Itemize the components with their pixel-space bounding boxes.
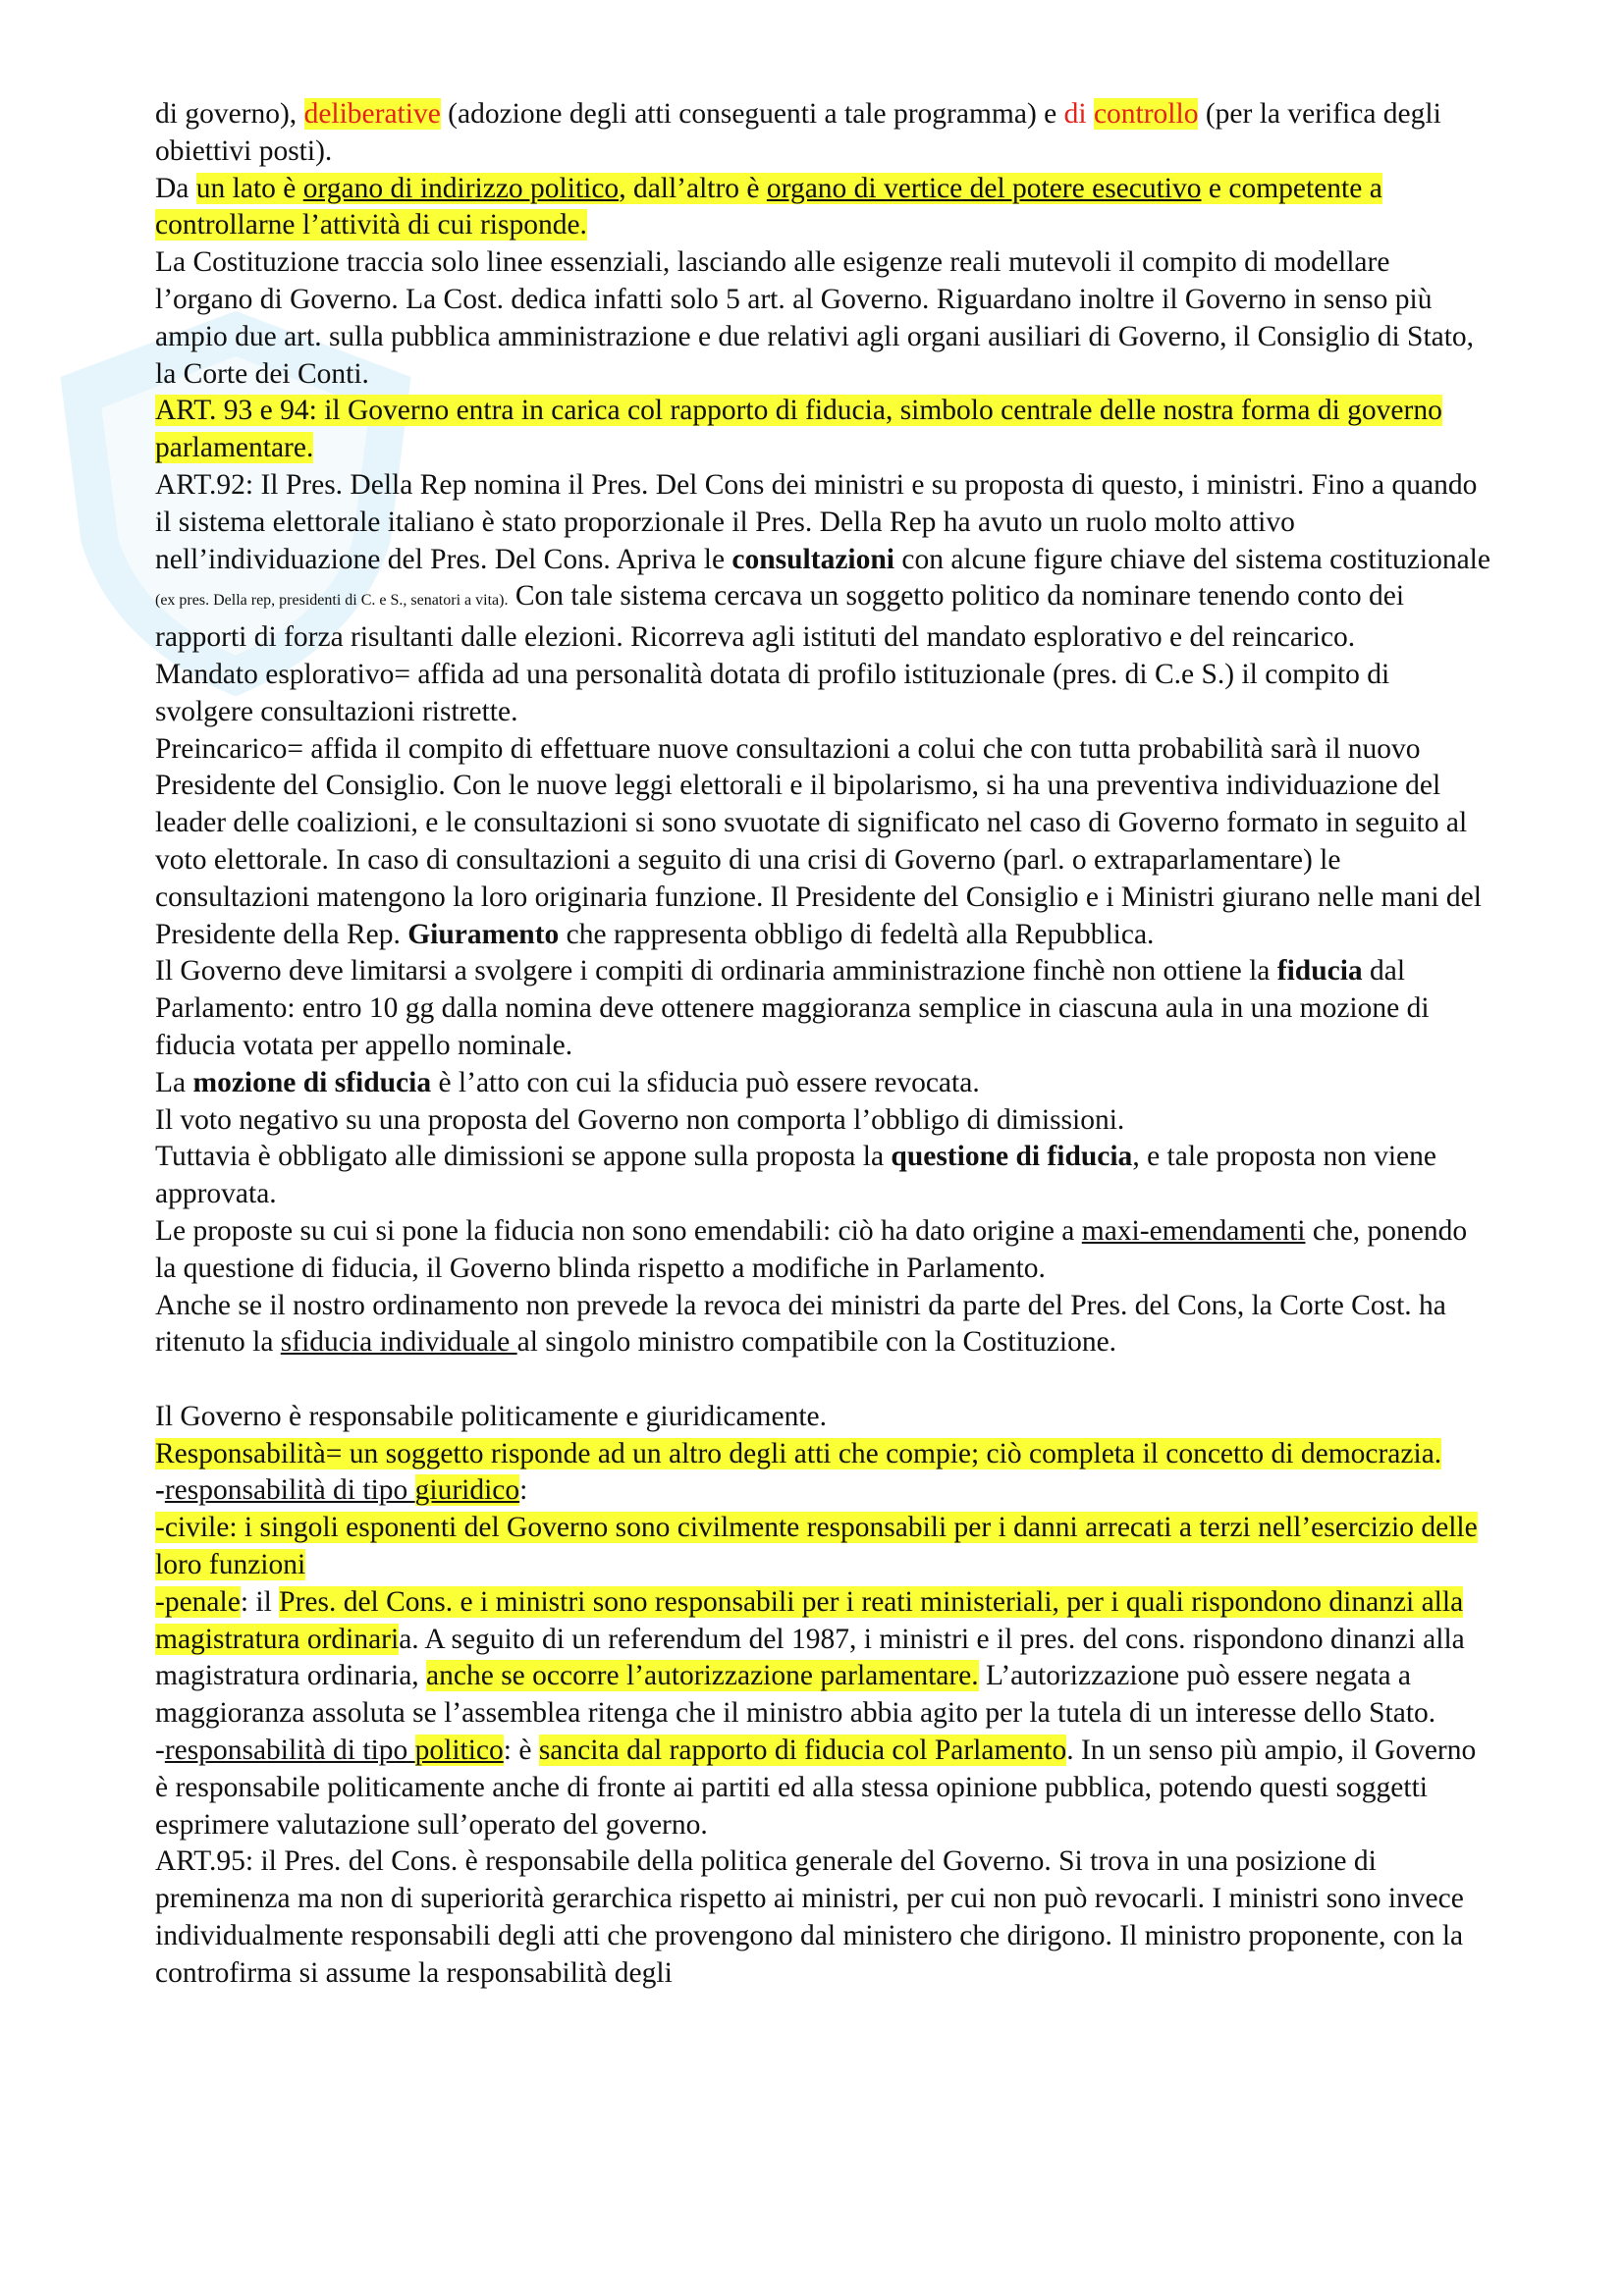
paragraph-10: Il voto negativo su una proposta del Governo non comporta l’obbligo di dimissioni.: [155, 1103, 1125, 1136]
paragraph-14: Il Governo è responsabile politicamente e giuridicamente.: [155, 1400, 827, 1432]
paragraph-12: Le proposte su cui si pone la fiducia non sono emendabili: ciò ha dato origine a maxi-emendamenti che, ponendo la questione di fiducia, il Governo blinda rispetto a modifiche in Parlamento.: [155, 1214, 1468, 1284]
paragraph-18: -penale: il Pres. del Cons. e i ministri sono responsabili per i reati ministeriali, per i quali rispondono dinanzi alla magistratura ordinaria. A seguito di un referendum del 1987, i ministri e il pres. del cons. rispondono dinanzi alla magistratura ordinaria, anche se occorre l’autorizzazione parlamentare. L’autorizzazione può essere negata a maggioranza assoluta se l’assemblea ritenga che il ministro abbia agito per la tutela di un interesse dello Stato.: [155, 1585, 1465, 1730]
paragraph-9: La mozione di sfiducia è l’atto con cui la sfiducia può essere revocata.: [155, 1066, 980, 1098]
paragraph-11: Tuttavia è obbligato alle dimissioni se appone sulla proposta la questione di fiducia, e tale proposta non viene approvata.: [155, 1141, 1436, 1210]
paragraph-17: -civile: i singoli esponenti del Governo sono civilmente responsabili per i danni arrecati a terzi nell’esercizio delle loro funzioni: [155, 1512, 1478, 1581]
paragraph-20: ART.95: il Pres. del Cons. è responsabile della politica generale del Governo. Si trova in una posizione di preminenza ma non di superiorità gerarchica rispetto ai ministri, per cui non può revocarli. I ministri sono invece individualmente responsabili degli atti che provengono dal ministero che dirigono. Il ministro proponente, con la controfirma si assume la responsabilità degli: [155, 1845, 1464, 1989]
paragraph-2: Da un lato è organo di indirizzo politico, dall’altro è organo di vertice del potere esecutivo e competente a controllarne l’attività di cui risponde.: [155, 172, 1382, 241]
paragraph-1: di governo), deliberative (adozione degli atti conseguenti a tale programma) e di controllo (per la verifica degli obiettivi posti).: [155, 98, 1441, 167]
paragraph-19: -responsabilità di tipo politico: è sancita dal rapporto di fiducia col Parlamento. In un senso più ampio, il Governo è responsabile politicamente anche di fronte ai partiti ed alla stessa opinione pubblica, potendo questi soggetti esprimere valutazione sull’operato del governo.: [155, 1735, 1477, 1841]
document-page: [155, 96, 1490, 1993]
paragraph-16: -responsabilità di tipo giuridico:: [155, 1474, 528, 1507]
blank-line: [155, 1362, 1490, 1399]
paragraph-4: ART. 93 e 94: il Governo entra in carica col rapporto di fiducia, simbolo centrale delle nostra forma di governo parlamentare.: [155, 395, 1442, 464]
paragraph-3: La Costituzione traccia solo linee essenziali, lasciando alle esigenze reali mutevoli il compito di modellare l’organo di Governo. La Cost. dedica infatti solo 5 art. al Governo. Riguardano inoltre il Governo in senso più ampio due art. sulla pubblica amministrazione e due relativi agli organi ausiliari di Governo, il Consiglio di Stato, la Corte dei Conti.: [155, 246, 1475, 390]
paragraph-15: Responsabilità= un soggetto risponde ad un altro degli atti che compie; ciò completa il concetto di democrazia.: [155, 1437, 1442, 1469]
paragraph-6: Mandato esplorativo= affida ad una personalità dotata di profilo istituzionale (pres. di C.e S.) il compito di svolgere consultazioni ristrette.: [155, 658, 1390, 727]
highlight-deliberative: deliberative: [303, 98, 441, 130]
paragraph-7: Preincarico= affida il compito di effettuare nuove consultazioni a colui che con tutta probabilità sarà il nuovo Presidente del Consiglio. Con le nuove leggi elettorali e il bipolarismo, si ha una preventiva individuazione del leader delle coalizioni, e le consultazioni si sono svuotate di significato nel caso di Governo formato in seguito al voto elettorale. In caso di consultazioni a seguito di una crisi di Governo (parl. o extraparlamentare) le consultazioni matengono la loro originaria funzione. Il Presidente del Consiglio e i Ministri giurano nelle mani del Presidente della Rep. Giuramento che rappresenta obbligo di fedeltà alla Repubblica.: [155, 732, 1482, 950]
highlight-controllo: controllo: [1093, 98, 1199, 130]
paragraph-8: Il Governo deve limitarsi a svolgere i compiti di ordinaria amministrazione finchè non ottiene la fiducia dal Parlamento: entro 10 gg dalla nomina deve ottenere maggioranza semplice in ciascuna aula in una mozione di fiducia votata per appello nominale.: [155, 955, 1430, 1061]
paragraph-13: Anche se il nostro ordinamento non prevede la revoca dei ministri da parte del Pres. del Cons, la Corte Cost. ha ritenuto la sfiducia individuale al singolo ministro compatibile con la Costituzione.: [155, 1289, 1446, 1359]
paragraph-5: ART.92: Il Pres. Della Rep nomina il Pres. Del Cons dei ministri e su proposta di questo, i ministri. Fino a quando il sistema elettorale italiano è stato proporzionale il Pres. Della Rep ha avuto un ruolo molto attivo nell’individuazione del Pres. Del Cons. Apriva le consultazioni con alcune figure chiave del sistema costituzionale (ex pres. Della rep, presidenti di C. e S., senatori a vita). Con tale sistema cercava un soggetto politico da nominare tenendo conto dei rapporti di forza risultanti dalle elezioni. Ricorreva agli istituti del mandato esplorativo e del reincarico.: [155, 468, 1490, 654]
